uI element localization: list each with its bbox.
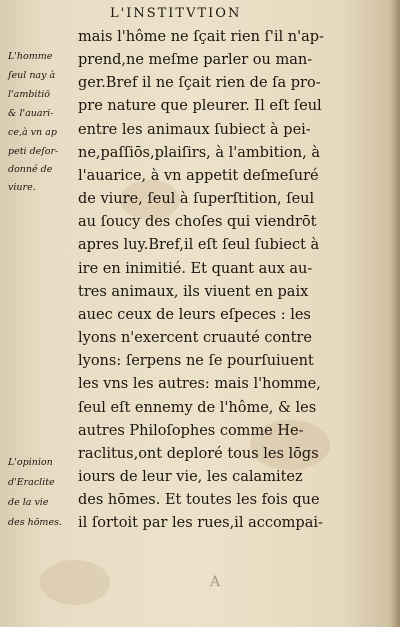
- text-line: lyons: ſerpens ne ſe pourſuiuent: [78, 353, 314, 369]
- margin-note-line: viure.: [8, 182, 36, 193]
- paper-stain: [40, 560, 110, 605]
- margin-note-line: ſeul nay à: [8, 70, 56, 81]
- text-line: lyons n'exercent cruauté contre: [78, 330, 312, 346]
- text-line: ſeul eſt ennemy de l'hôme, & les: [78, 400, 317, 416]
- text-line: des hōmes. Et toutes les fois que: [78, 492, 320, 508]
- show-through-page-mark: A: [210, 574, 221, 590]
- text-line: de viure, ſeul à ſuperſtition, ſeul: [78, 191, 315, 207]
- running-head: L'INSTITVTION: [110, 6, 242, 21]
- text-line: mais l'hôme ne ſçait rien ſ'il n'ap-: [78, 29, 324, 45]
- text-line: pre nature que pleurer. Il eſt ſeul: [78, 98, 322, 114]
- text-line: prend,ne meſme parler ou man-: [78, 52, 313, 68]
- page-edge-shadow: [390, 0, 400, 627]
- margin-note-line: des hōmes.: [8, 517, 62, 528]
- text-line: l'auarice, à vn appetit deſmeſuré: [78, 168, 319, 184]
- text-line: iours de leur vie, les calamitez: [78, 469, 303, 485]
- text-line: autres Philoſophes comme He-: [78, 423, 304, 439]
- text-line: entre les animaux ſubiect à pei-: [78, 122, 311, 138]
- text-line: auec ceux de leurs eſpeces : les: [78, 307, 311, 323]
- text-line: apres luy.Bref,il eſt ſeul ſubiect à: [78, 237, 320, 253]
- margin-note-line: L'homme: [8, 51, 53, 62]
- margin-note-line: L'opinion: [8, 457, 53, 468]
- text-line: ire en inimitié. Et quant aux au-: [78, 261, 313, 277]
- margin-note-line: l'ambitiō: [8, 89, 51, 100]
- margin-note-line: d'Eraclite: [8, 477, 55, 488]
- margin-note-line: de la vie: [8, 497, 49, 508]
- text-line: tres animaux, ils viuent en paix: [78, 284, 309, 300]
- margin-note-line: ce,à vn ap: [8, 127, 57, 138]
- margin-note-line: peti deſor-: [8, 146, 59, 157]
- text-line: il ſortoit par les rues,il accompai-: [78, 515, 323, 531]
- text-line: les vns les autres: mais l'homme,: [78, 376, 321, 392]
- margin-note-line: & l'auari-: [8, 108, 54, 119]
- text-line: ne,paſſiōs,plaiſirs, à l'ambition, à: [78, 145, 320, 161]
- text-line: raclitus,ont deploré tous les lōgs: [78, 446, 319, 462]
- text-line: au ſoucy des choſes qui viendrōt: [78, 214, 317, 230]
- margin-note-line: donné de: [8, 164, 53, 175]
- text-line: ger.Bref il ne ſçait rien de ſa pro-: [78, 75, 321, 91]
